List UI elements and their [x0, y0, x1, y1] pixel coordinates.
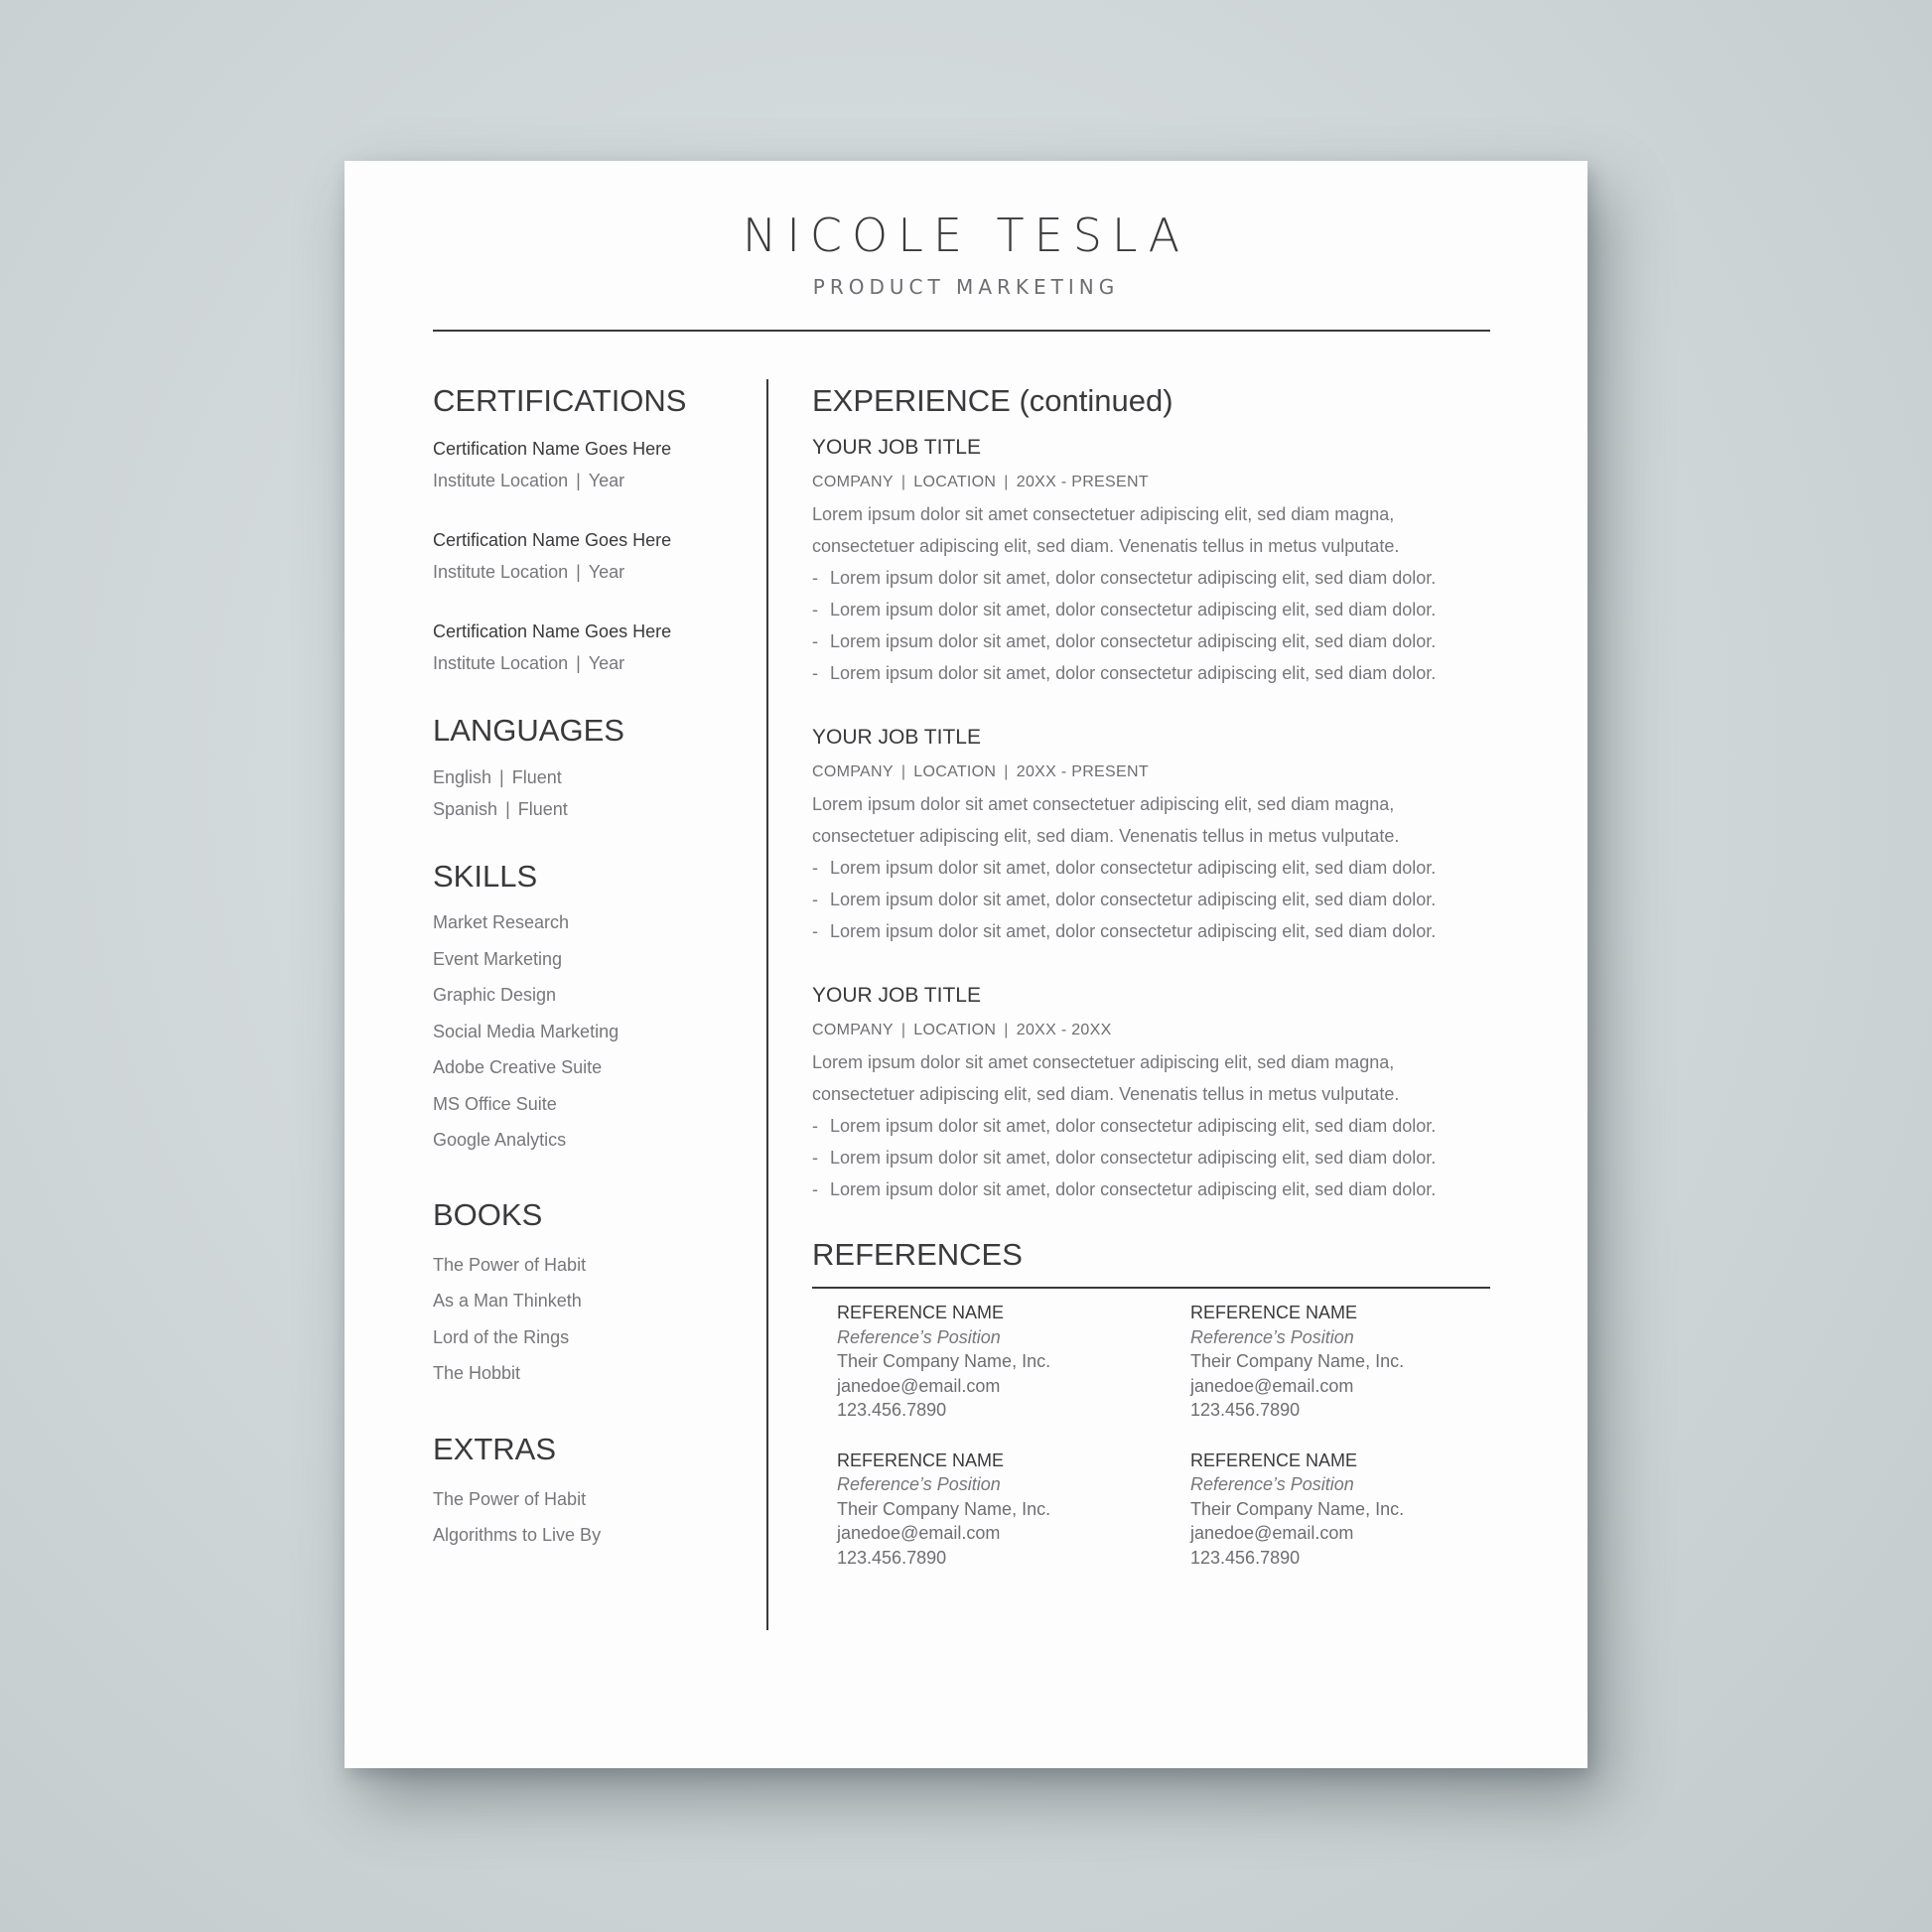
job-company: COMPANY — [812, 1022, 894, 1038]
reference-company: Their Company Name, Inc. — [1190, 1498, 1405, 1519]
language-level: Fluent — [511, 767, 562, 787]
job-title: YOUR JOB TITLE — [812, 436, 981, 459]
extras-title: EXTRAS — [433, 1431, 557, 1466]
skill-item: Google Analytics — [433, 1130, 567, 1150]
job-dates: 20XX - 20XX — [1016, 1022, 1112, 1038]
reference-email: janedoe@email.com — [837, 1523, 1001, 1543]
skills-list — [433, 904, 751, 1159]
job-description: consectetuer adipiscing elit, sed diam. Venenatis tellus in metus vulputate. — [812, 826, 1400, 846]
job-bullet — [812, 1173, 1490, 1205]
certification-name: Certification Name Goes Here — [433, 439, 672, 459]
job-bullet — [812, 657, 1490, 689]
bullet-dash: - — [812, 663, 818, 683]
job-company: COMPANY — [812, 763, 894, 780]
bullet-dash: - — [812, 600, 818, 620]
certification-meta — [433, 647, 751, 679]
certification-year: Year — [588, 562, 625, 582]
languages-list — [433, 762, 751, 825]
book-item: Lord of the Rings — [433, 1326, 570, 1347]
experience-title: EXPERIENCE (continued) — [812, 383, 1173, 418]
reference-position: Reference’s Position — [837, 1326, 1001, 1347]
bullet-text: Lorem ipsum dolor sit amet, dolor consectetur adipiscing elit, sed diam dolor. — [830, 890, 1437, 909]
job-description: consectetuer adipiscing elit, sed diam. Venenatis tellus in metus vulputate. — [812, 1084, 1400, 1104]
references-section — [812, 1233, 1490, 1570]
reference-position: Reference’s Position — [837, 1474, 1001, 1494]
language-item — [433, 794, 751, 826]
languages-title: LANGUAGES — [433, 713, 624, 748]
language-level: Fluent — [517, 798, 568, 819]
bullet-text: Lorem ipsum dolor sit amet, dolor consectetur adipiscing elit, sed diam dolor. — [830, 663, 1437, 683]
separator: | — [1004, 763, 1009, 780]
certification-name: Certification Name Goes Here — [433, 530, 672, 550]
reference-phone: 123.456.7890 — [1190, 1547, 1301, 1568]
references-grid — [837, 1301, 1490, 1570]
language-item — [433, 762, 751, 794]
bullet-dash: - — [812, 1116, 818, 1136]
job-dates: 20XX - PRESENT — [1016, 763, 1149, 780]
reference-email: janedoe@email.com — [837, 1375, 1001, 1396]
extras-section — [433, 1428, 751, 1554]
separator: | — [576, 562, 581, 582]
extra-item: The Power of Habit — [433, 1488, 587, 1509]
job-description: Lorem ipsum dolor sit amet consectetuer adipiscing elit, sed diam magna, — [812, 1052, 1395, 1072]
references-title: REFERENCES — [812, 1237, 1023, 1272]
book-item: The Hobbit — [433, 1363, 521, 1383]
job-location: LOCATION — [913, 474, 997, 490]
job-location: LOCATION — [913, 763, 997, 780]
reference-phone: 123.456.7890 — [837, 1400, 947, 1420]
bullet-text: Lorem ipsum dolor sit amet, dolor consectetur adipiscing elit, sed diam dolor. — [830, 1116, 1437, 1136]
job-entry — [812, 977, 1490, 1205]
bullet-text: Lorem ipsum dolor sit amet, dolor consectetur adipiscing elit, sed diam dolor. — [830, 921, 1437, 941]
bullet-dash: - — [812, 1148, 818, 1168]
separator: | — [900, 763, 906, 780]
job-meta — [812, 1015, 1490, 1046]
job-company: COMPANY — [812, 474, 894, 490]
certification-meta — [433, 556, 751, 588]
job-meta — [812, 757, 1490, 788]
job-bullet — [812, 594, 1490, 625]
job-bullet — [812, 852, 1490, 884]
bullet-dash: - — [812, 858, 818, 878]
reference-name: REFERENCE NAME — [837, 1449, 1005, 1470]
header-rule — [433, 330, 1490, 332]
certifications-section — [433, 379, 751, 679]
candidate-name: NICOLE TESLA — [742, 208, 1190, 262]
column-divider — [766, 379, 768, 1630]
reference-company: Their Company Name, Inc. — [837, 1498, 1051, 1519]
job-bullet — [812, 562, 1490, 594]
language-name: English — [433, 767, 492, 787]
job-description: Lorem ipsum dolor sit amet consectetuer adipiscing elit, sed diam magna, — [812, 504, 1395, 524]
job-location: LOCATION — [913, 1022, 997, 1038]
bullet-dash: - — [812, 631, 818, 651]
books-section — [433, 1193, 751, 1392]
bullet-text: Lorem ipsum dolor sit amet, dolor consectetur adipiscing elit, sed diam dolor. — [830, 1148, 1437, 1168]
job-description: consectetuer adipiscing elit, sed diam. Venenatis tellus in metus vulputate. — [812, 536, 1400, 556]
book-item: As a Man Thinketh — [433, 1291, 582, 1311]
reference-phone: 123.456.7890 — [1190, 1400, 1301, 1420]
certification-name: Certification Name Goes Here — [433, 621, 672, 641]
certification-meta — [433, 465, 751, 496]
certifications-title: CERTIFICATIONS — [433, 383, 687, 418]
job-title: YOUR JOB TITLE — [812, 726, 981, 749]
skill-item: Adobe Creative Suite — [433, 1057, 603, 1077]
certification-item — [433, 433, 751, 496]
language-name: Spanish — [433, 798, 498, 819]
skill-item: Market Research — [433, 912, 570, 932]
bullet-dash: - — [812, 890, 818, 909]
references-rule — [812, 1287, 1490, 1289]
bullet-dash: - — [812, 921, 818, 941]
job-meta — [812, 467, 1490, 498]
job-bullet — [812, 915, 1490, 947]
job-dates: 20XX - PRESENT — [1016, 474, 1149, 490]
certification-location: Institute Location — [433, 471, 569, 490]
job-description: Lorem ipsum dolor sit amet consectetuer adipiscing elit, sed diam magna, — [812, 794, 1395, 814]
certification-location: Institute Location — [433, 562, 569, 582]
reference-card — [837, 1449, 1190, 1571]
reference-phone: 123.456.7890 — [837, 1547, 947, 1568]
bullet-text: Lorem ipsum dolor sit amet, dolor consectetur adipiscing elit, sed diam dolor. — [830, 1179, 1437, 1199]
certification-item — [433, 524, 751, 588]
reference-card — [1190, 1301, 1488, 1423]
reference-name: REFERENCE NAME — [1190, 1449, 1358, 1470]
certification-year: Year — [588, 471, 625, 490]
job-bullet — [812, 1142, 1490, 1173]
reference-card — [1190, 1449, 1488, 1571]
skill-item: MS Office Suite — [433, 1093, 557, 1114]
reference-email: janedoe@email.com — [1190, 1375, 1354, 1396]
bullet-dash: - — [812, 568, 818, 588]
skills-section — [433, 855, 751, 1159]
separator: | — [900, 1022, 906, 1038]
separator: | — [1004, 474, 1009, 490]
reference-company: Their Company Name, Inc. — [1190, 1351, 1405, 1371]
bullet-text: Lorem ipsum dolor sit amet, dolor consectetur adipiscing elit, sed diam dolor. — [830, 858, 1437, 878]
reference-card — [837, 1301, 1190, 1423]
job-entry — [812, 429, 1490, 689]
certification-location: Institute Location — [433, 653, 569, 673]
job-bullet — [812, 625, 1490, 657]
job-entry — [812, 719, 1490, 947]
reference-position: Reference’s Position — [1190, 1474, 1354, 1494]
separator: | — [1004, 1022, 1009, 1038]
separator: | — [576, 471, 581, 490]
books-list — [433, 1247, 751, 1392]
skill-item: Graphic Design — [433, 985, 557, 1005]
book-item: The Power of Habit — [433, 1254, 587, 1275]
separator: | — [900, 474, 906, 490]
reference-company: Their Company Name, Inc. — [837, 1351, 1051, 1371]
bullet-text: Lorem ipsum dolor sit amet, dolor consectetur adipiscing elit, sed diam dolor. — [830, 568, 1437, 588]
separator: | — [499, 767, 504, 787]
right-column — [812, 379, 1490, 1570]
job-title: YOUR JOB TITLE — [812, 984, 981, 1007]
separator: | — [505, 798, 510, 819]
skills-title: SKILLS — [433, 859, 538, 894]
extra-item: Algorithms to Live By — [433, 1525, 602, 1545]
skill-item: Social Media Marketing — [433, 1021, 620, 1041]
reference-name: REFERENCE NAME — [837, 1303, 1005, 1322]
separator: | — [576, 653, 581, 673]
extras-list — [433, 1481, 751, 1554]
bullet-text: Lorem ipsum dolor sit amet, dolor consectetur adipiscing elit, sed diam dolor. — [830, 631, 1437, 651]
candidate-role: PRODUCT MARKETING — [812, 275, 1120, 299]
reference-name: REFERENCE NAME — [1190, 1303, 1358, 1322]
skill-item: Event Marketing — [433, 948, 563, 969]
certification-year: Year — [588, 653, 625, 673]
left-column — [433, 379, 751, 1554]
books-title: BOOKS — [433, 1196, 543, 1232]
job-bullet — [812, 1110, 1490, 1142]
certification-item — [433, 616, 751, 679]
resume-header — [345, 206, 1587, 299]
reference-position: Reference’s Position — [1190, 1326, 1354, 1347]
reference-email: janedoe@email.com — [1190, 1523, 1354, 1543]
job-bullet — [812, 884, 1490, 915]
languages-section — [433, 709, 751, 825]
resume-page — [345, 161, 1587, 1768]
bullet-dash: - — [812, 1179, 818, 1199]
bullet-text: Lorem ipsum dolor sit amet, dolor consectetur adipiscing elit, sed diam dolor. — [830, 600, 1437, 620]
